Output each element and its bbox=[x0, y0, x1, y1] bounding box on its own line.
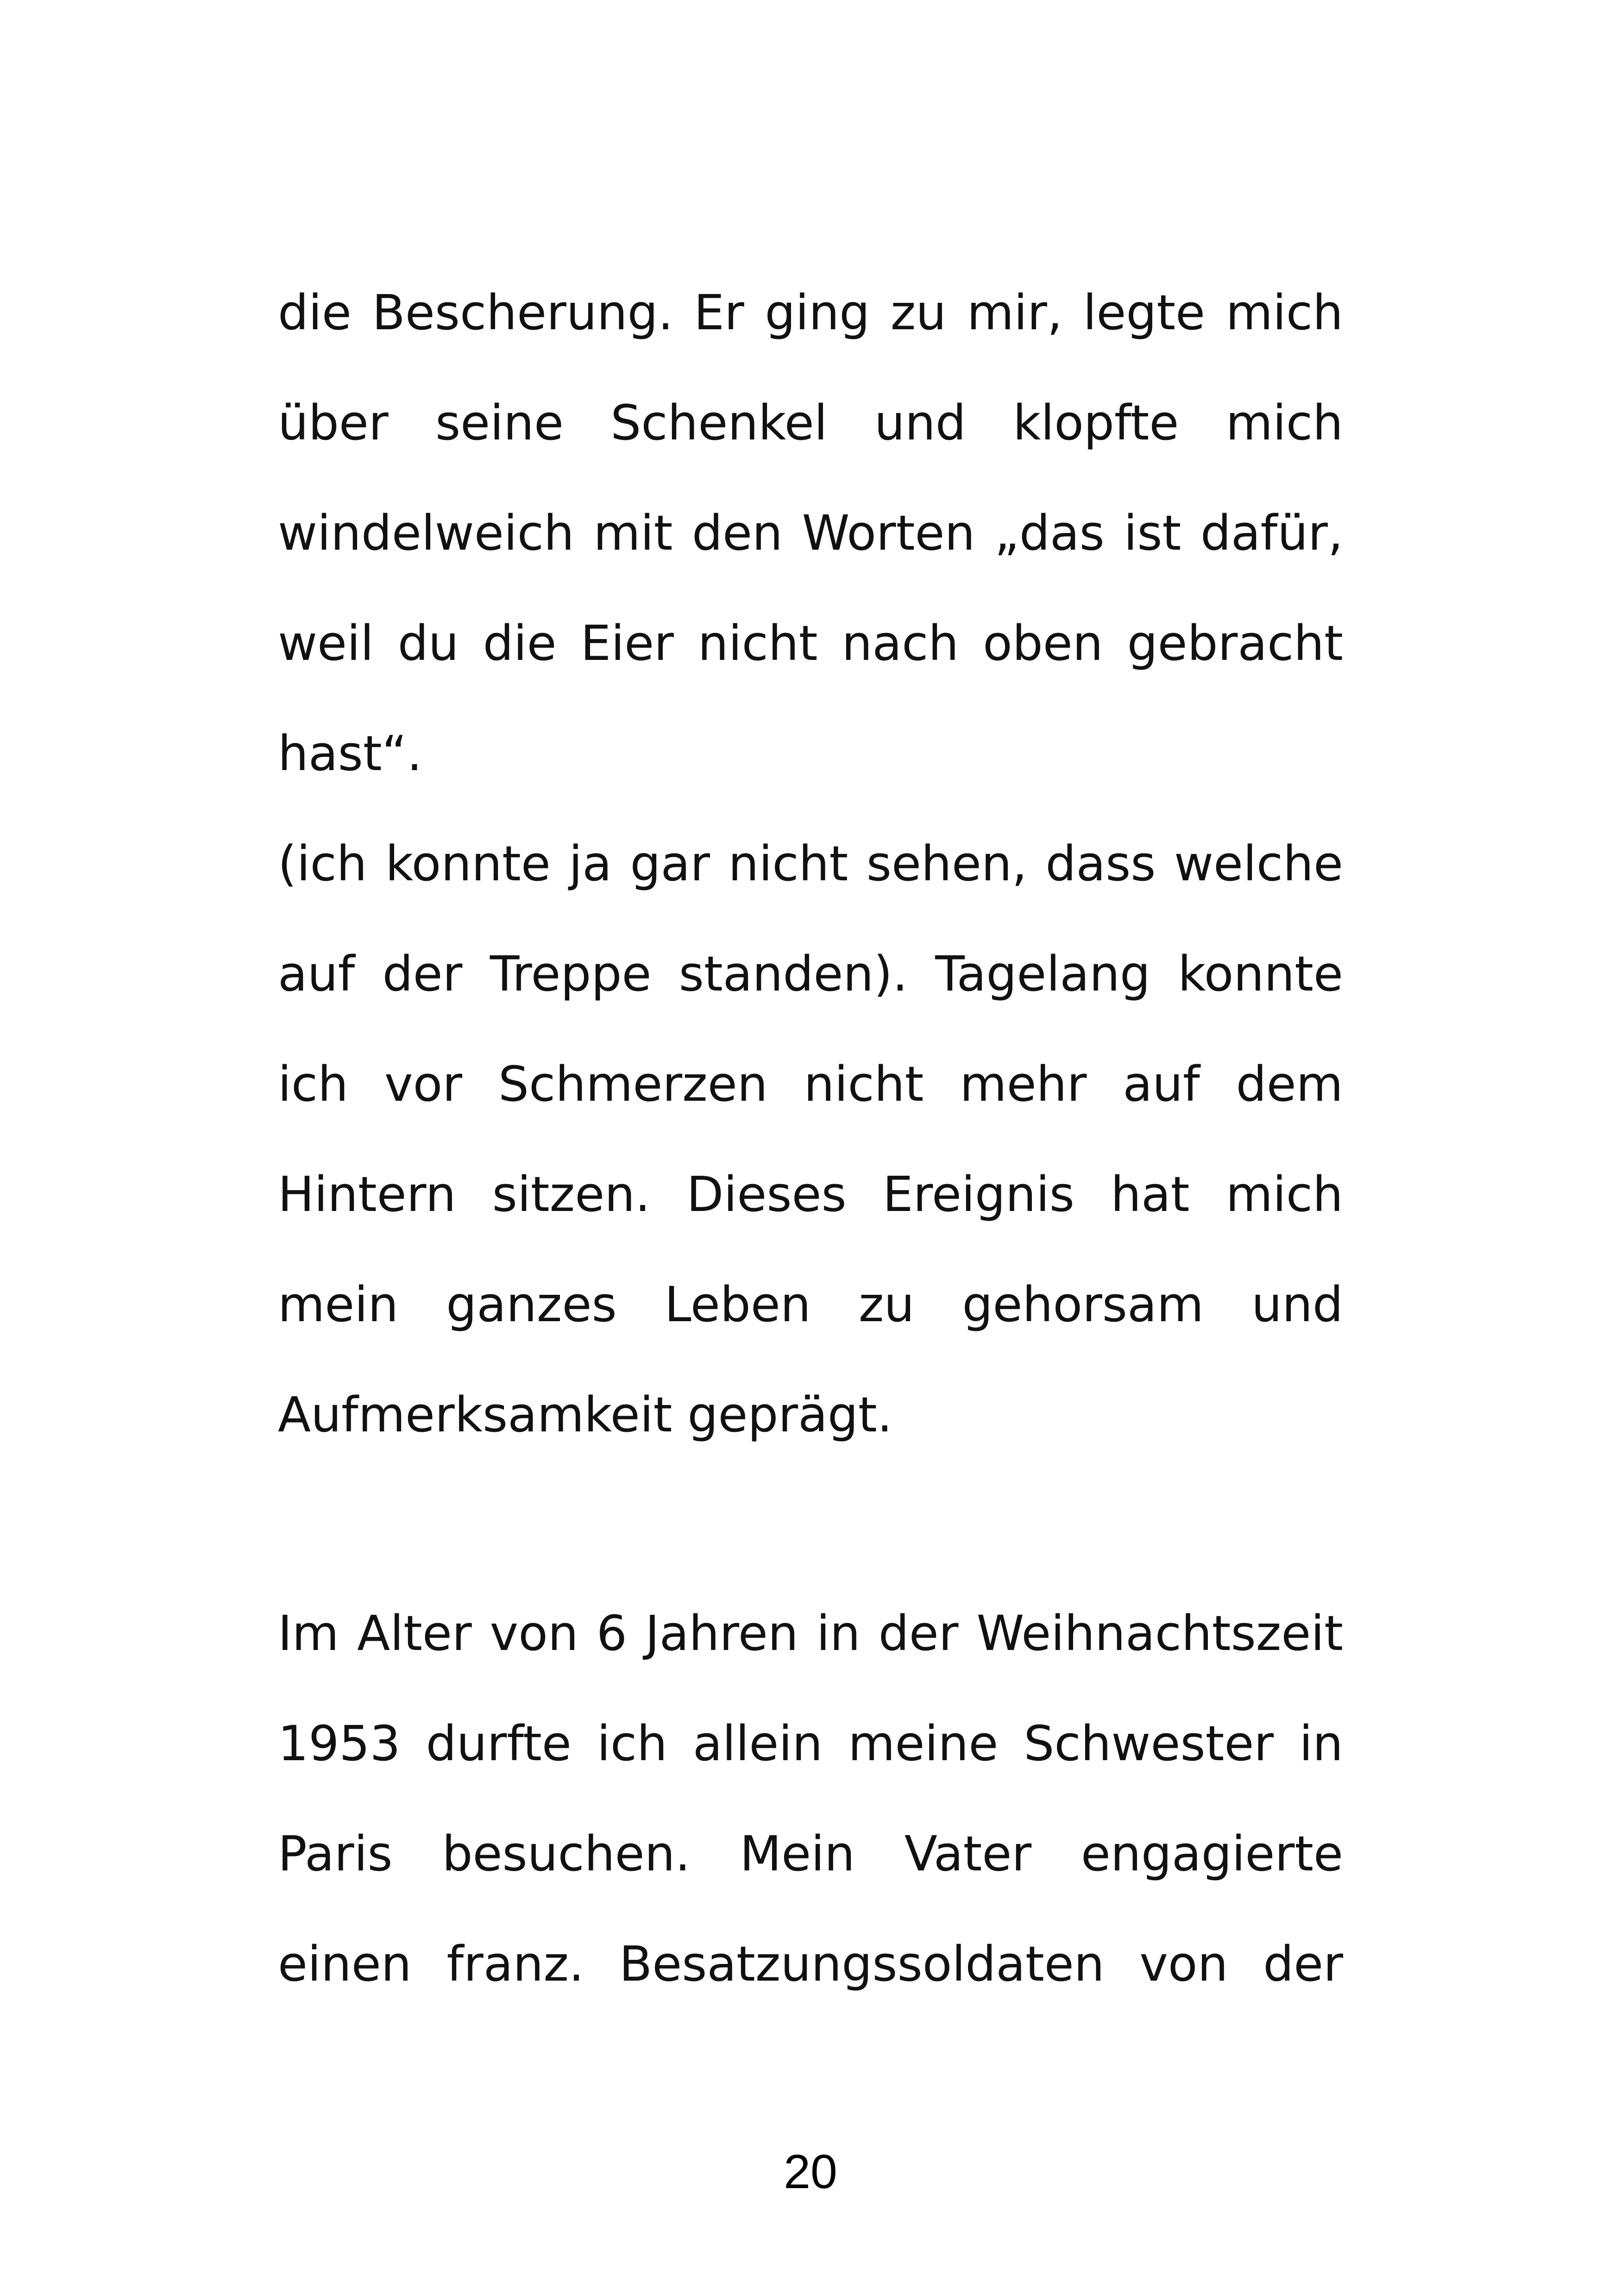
text-line: (ich konnte ja gar nicht sehen, dass welche bbox=[278, 835, 1343, 892]
text-line: Paris besuchen. Mein Vater engagierte bbox=[278, 1826, 1343, 1882]
paragraph-1 bbox=[278, 257, 1343, 809]
text-line: Im Alter von 6 Jahren in der Weihnachtszeit bbox=[278, 1605, 1343, 1662]
text-line: Aufmerksamkeit geprägt. bbox=[278, 1386, 892, 1443]
text-line: auf der Treppe standen). Tagelang konnte bbox=[278, 946, 1343, 1002]
text-line: ich vor Schmerzen nicht mehr auf dem bbox=[278, 1056, 1343, 1112]
text-line: windelweich mit den Worten „das ist dafür, bbox=[278, 505, 1343, 561]
text-line: die Bescherung. Er ging zu mir, legte mich bbox=[278, 284, 1343, 341]
text-line: über seine Schenkel und klopfte mich bbox=[278, 395, 1343, 451]
text-line: 1953 durfte ich allein meine Schwester in bbox=[278, 1715, 1343, 1772]
text-line: einen franz. Besatzungssoldaten von der bbox=[278, 1936, 1343, 1992]
text-line: weil du die Eier nicht nach oben gebracht bbox=[278, 615, 1343, 671]
text-line: Hintern sitzen. Dieses Ereignis hat mich bbox=[278, 1166, 1343, 1223]
text-line: hast“. bbox=[278, 725, 422, 782]
paragraph-2 bbox=[278, 809, 1343, 1470]
page-number: 20 bbox=[784, 2145, 837, 2199]
text-line: mein ganzes Leben zu gehorsam und bbox=[278, 1276, 1343, 1333]
paragraph-3 bbox=[278, 1578, 1343, 2019]
